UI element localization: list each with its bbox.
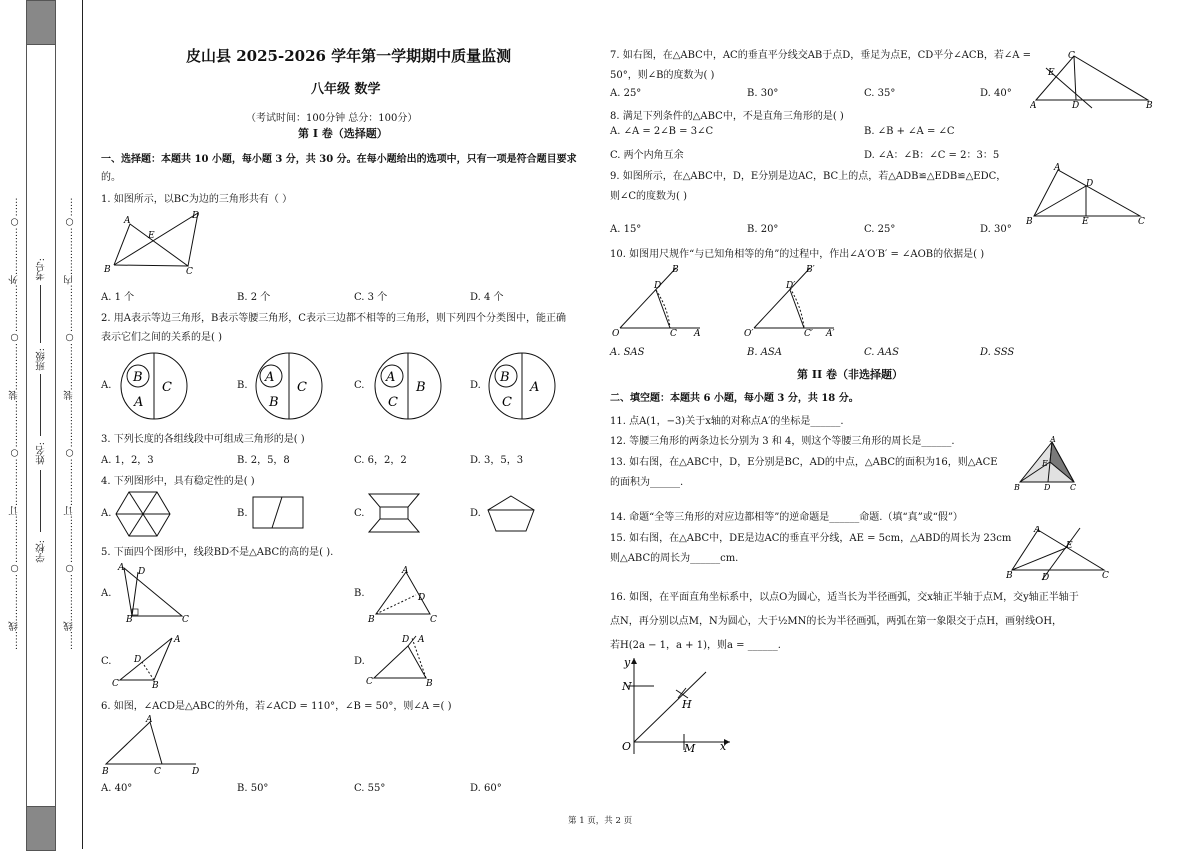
q2-option-a[interactable]: A. <box>101 380 112 391</box>
q2-option-d[interactable]: D. <box>470 380 481 391</box>
q4-option-a[interactable]: A. <box>101 508 112 519</box>
q13-stem-1: 13. 如右图，在△ABC中，D，E分别是BC，AD的中点，△ABC的面积为16，则△ACE <box>610 457 998 468</box>
q6-option-b[interactable]: B. 50° <box>237 783 269 794</box>
svg-text:C: C <box>112 679 119 688</box>
q2-stem-2: 表示它们之间的关系的是( ) <box>101 332 222 343</box>
binding-info-bar <box>26 44 56 808</box>
q2-diagram-c <box>372 350 444 422</box>
section1-heading: 一、选择题：本题共 10 小题，每小题 3 分，共 30 分。在每小题给出的选项中，只有一项是符合题目要求 <box>101 154 577 165</box>
q6-option-c[interactable]: C. 55° <box>354 783 386 794</box>
svg-text:C: C <box>1070 483 1077 492</box>
svg-text:C′: C′ <box>804 329 813 338</box>
svg-text:C: C <box>366 677 373 687</box>
svg-text:B: B <box>104 265 111 275</box>
q5-option-d[interactable]: D. <box>354 656 365 667</box>
binding-gray-bottom <box>26 806 56 851</box>
svg-text:O: O <box>622 740 632 753</box>
svg-text:D: D <box>1072 101 1080 110</box>
q2-stem-1: 2. 用A表示等边三角形，B表示等腰三角形，C表示三边都不相等的三角形，则下列四个分类图中，能正确 <box>101 313 566 324</box>
q2-diagram-a <box>118 350 190 422</box>
q10-option-a[interactable]: A. SAS <box>610 347 645 358</box>
q5-option-b[interactable]: B. <box>354 588 365 599</box>
exam-no-label: 考号: <box>36 258 47 281</box>
q16-stem-2: 点N，再分别以点M，N为圆心，大于½MN的长为半径画弧，两弧在第一象限交于点H，画射线OH， <box>610 616 1063 627</box>
q6-stem: 6. 如图，∠ACD是△ABC的外角，若∠ACD = 110°，∠B = 50°，则∠A =( ) <box>101 701 452 712</box>
svg-text:M: M <box>684 742 696 755</box>
svg-text:A: A <box>402 566 409 576</box>
svg-text:B: B <box>126 615 133 624</box>
svg-text:D: D <box>1086 179 1094 189</box>
q16-stem-1: 16. 如图，在平面直角坐标系中，以点O为圆心，适当长为半径画弧，交x轴正半轴于点M，交y轴正半轴于 <box>610 592 1079 603</box>
svg-text:A: A <box>124 216 131 226</box>
page-subtitle: 八年级 数学 <box>311 82 381 97</box>
q9-option-d[interactable]: D. 30° <box>980 224 1012 235</box>
svg-text:x: x <box>720 740 727 753</box>
svg-text:A: A <box>134 395 144 410</box>
q2-diagram-b <box>253 350 325 422</box>
q9-stem-2: 则∠C的度数为( ) <box>610 191 688 202</box>
svg-text:y: y <box>624 656 631 669</box>
part2-title: 第 II 卷（非选择题） <box>797 368 903 381</box>
svg-text:B: B <box>133 370 143 385</box>
svg-text:B: B <box>1006 571 1013 581</box>
svg-text:H: H <box>682 698 692 711</box>
svg-text:B: B <box>426 679 433 688</box>
svg-text:B′: B′ <box>806 265 815 275</box>
q4-pentagon <box>486 494 536 534</box>
q4-stem: 4. 下列图形中，具有稳定性的是( ) <box>101 476 255 487</box>
q13-figure <box>1012 436 1082 494</box>
q6-figure <box>100 714 200 776</box>
binding-margin <box>0 0 86 849</box>
q10-option-b[interactable]: B. ASA <box>747 347 782 358</box>
page-footer: 第 1 页，共 2 页 <box>568 816 633 826</box>
svg-text:D: D <box>1042 573 1050 582</box>
q14-stem: 14. 命题“全等三角形的对应边都相等”的逆命题是______命题.（填“真”或“假”） <box>610 512 963 523</box>
q4-option-d[interactable]: D. <box>470 508 481 519</box>
svg-text:C: C <box>670 329 677 338</box>
svg-text:A: A <box>1050 436 1056 444</box>
svg-text:A: A <box>694 329 701 338</box>
svg-text:D: D <box>138 567 146 577</box>
q7-option-c[interactable]: C. 35° <box>864 88 896 99</box>
svg-text:B: B <box>500 370 510 385</box>
school-label: 学校: <box>36 540 47 563</box>
svg-text:D: D <box>1044 483 1051 492</box>
svg-text:A: A <box>1030 101 1037 110</box>
q2-option-b[interactable]: B. <box>237 380 248 391</box>
q1-option-b[interactable]: B. 2 个 <box>237 292 271 303</box>
q7-stem-1: 7. 如右图，在△ABC中，AC的垂直平分线交AB于点D，垂足为点E，CD平分∠ACB，若∠A = <box>610 50 1032 61</box>
svg-text:D: D <box>134 655 142 665</box>
class-label: 班级: <box>36 348 47 371</box>
q10-figure-copy <box>744 262 844 338</box>
svg-text:C: C <box>1138 217 1145 226</box>
svg-text:O: O <box>612 329 620 338</box>
binding-gray-top <box>26 0 56 46</box>
q11-stem: 11. 点A(1，−3)关于x轴的对称点A′的坐标是______. <box>610 416 844 427</box>
q2-option-c[interactable]: C. <box>354 380 365 391</box>
q8-option-a[interactable]: A. ∠A = 2∠B = 3∠C <box>610 126 714 137</box>
svg-text:C: C <box>182 615 189 624</box>
svg-text:A: A <box>386 370 396 385</box>
svg-text:C: C <box>502 395 512 410</box>
q6-option-d[interactable]: D. 60° <box>470 783 502 794</box>
svg-text:A′: A′ <box>826 329 835 338</box>
q4-rectangle <box>252 496 304 530</box>
q8-option-b[interactable]: B. ∠B + ∠A = ∠C <box>864 126 955 137</box>
svg-text:C: C <box>162 380 172 395</box>
q16-coordinate-figure <box>614 654 738 756</box>
part1-title: 第 I 卷（选择题） <box>298 127 388 140</box>
svg-text:B: B <box>1014 483 1020 492</box>
svg-text:B: B <box>368 615 375 624</box>
svg-text:D: D <box>192 211 200 221</box>
svg-text:E: E <box>1042 459 1048 468</box>
svg-text:B: B <box>416 380 426 395</box>
svg-text:C: C <box>1102 571 1109 581</box>
svg-text:C: C <box>388 395 398 410</box>
svg-text:C: C <box>1068 51 1075 61</box>
q3-option-a[interactable]: A. 1，2，3 <box>101 455 154 466</box>
svg-text:O′: O′ <box>744 329 754 338</box>
q9-option-b[interactable]: B. 20° <box>747 224 779 235</box>
q15-figure <box>1006 526 1110 582</box>
q5-option-c[interactable]: C. <box>101 656 112 667</box>
q9-option-c[interactable]: C. 25° <box>864 224 896 235</box>
page-title: 皮山县 2025-2026 学年第一学期期中质量监测 <box>186 47 512 65</box>
name-label: 姓名: <box>36 442 47 465</box>
q3-option-c[interactable]: C. 6，2，2 <box>354 455 407 466</box>
q7-option-a[interactable]: A. 25° <box>610 88 642 99</box>
q10-stem: 10. 如图用尺规作“与已知角相等的角”的过程中，作出∠A′O′B′ = ∠AOB的依据是( ) <box>610 249 985 260</box>
q6-option-a[interactable]: A. 40° <box>101 783 133 794</box>
q9-figure <box>1026 160 1152 226</box>
svg-text:D: D <box>402 635 410 645</box>
exam-info: （考试时间：100分钟 总分：100分） <box>246 113 418 124</box>
q5-option-a[interactable]: A. <box>101 588 112 599</box>
svg-text:B: B <box>1026 217 1033 226</box>
svg-text:B: B <box>152 681 159 688</box>
q4-option-c[interactable]: C. <box>354 508 365 519</box>
q10-option-d[interactable]: D. SSS <box>980 347 1015 358</box>
q1-option-a[interactable]: A. 1 个 <box>101 292 135 303</box>
svg-text:B: B <box>1146 101 1153 110</box>
q8-stem: 8. 满足下列条件的△ABC中，不是直角三角形的是( ) <box>610 111 844 122</box>
q5-figure-b <box>366 566 440 624</box>
svg-text:D′: D′ <box>786 281 796 291</box>
q5-figure-d <box>366 632 446 688</box>
q3-option-b[interactable]: B. 2，5，8 <box>237 455 290 466</box>
q8-option-d[interactable]: D. ∠A：∠B：∠C = 2：3：5 <box>864 150 1000 161</box>
inner-seal-line: ……线……………○……………订……………○……………装……………○……………内……………○…… <box>64 197 75 651</box>
q10-option-c[interactable]: C. AAS <box>864 347 899 358</box>
q9-stem-1: 9. 如图所示，在△ABC中，D，E分别是边AC，BC上的点，若△ADB≌△EDB≌△EDC， <box>610 171 1007 182</box>
svg-text:A: A <box>265 370 275 385</box>
q1-figure <box>100 208 210 276</box>
q4-option-b[interactable]: B. <box>237 508 248 519</box>
q2-diagram-d <box>486 350 558 422</box>
q16-stem-3: 若H(2a − 1，a + 1)，则a = ______. <box>610 640 781 651</box>
q5-stem: 5. 下面四个图形中，线段BD不是△ABC的高的是( ). <box>101 547 334 558</box>
svg-text:C: C <box>154 767 161 776</box>
svg-text:A: A <box>174 635 181 645</box>
q8-option-c[interactable]: C. 两个内角互余 <box>610 150 684 161</box>
svg-text:E: E <box>1048 68 1055 78</box>
svg-text:D: D <box>192 767 200 776</box>
q15-stem-2: 则△ABC的周长为______cm. <box>610 553 739 564</box>
q9-option-a[interactable]: A. 15° <box>610 224 642 235</box>
svg-text:B: B <box>269 395 279 410</box>
svg-text:C: C <box>297 380 307 395</box>
svg-text:D: D <box>418 593 426 603</box>
q1-stem: 1. 如图所示，以BC为边的三角形共有（ ） <box>101 194 293 205</box>
q7-stem-2: 50°，则∠B的度数为( ) <box>610 70 715 81</box>
svg-text:C: C <box>430 615 437 624</box>
q3-stem: 3. 下列长度的各组线段中可组成三角形的是( ) <box>101 434 305 445</box>
q5-figure-a <box>112 560 194 624</box>
outer-seal-line: ……线……………○……………订……………○……………装……………○……………外……………○…… <box>9 197 20 651</box>
q12-stem: 12. 等腰三角形的两条边长分别为 3 和 4，则这个等腰三角形的周长是______. <box>610 436 955 447</box>
q3-option-d[interactable]: D. 3，5，3 <box>470 455 524 466</box>
svg-text:C: C <box>186 267 193 276</box>
svg-text:A: A <box>530 380 540 395</box>
q15-stem-1: 15. 如右图，在△ABC中，DE是边AC的垂直平分线，AE = 5cm，△ABD的周长为 23cm <box>610 533 1012 544</box>
svg-text:D: D <box>654 281 662 291</box>
svg-text:A: A <box>146 715 153 725</box>
q7-option-d[interactable]: D. 40° <box>980 88 1012 99</box>
section2-heading: 二、填空题：本题共 6 小题，每小题 3 分，共 18 分。 <box>610 393 859 404</box>
q4-hourglass <box>368 493 420 533</box>
svg-text:B: B <box>672 265 679 275</box>
svg-text:A: A <box>418 635 425 645</box>
q5-figure-c <box>112 632 192 688</box>
q7-figure <box>1030 48 1156 110</box>
svg-text:A: A <box>1034 526 1041 535</box>
q1-option-c[interactable]: C. 3 个 <box>354 292 388 303</box>
q4-hexagon <box>115 490 171 538</box>
svg-text:N: N <box>622 680 632 693</box>
svg-text:B: B <box>102 767 109 776</box>
svg-text:A: A <box>1054 163 1061 173</box>
svg-text:E: E <box>148 231 155 241</box>
q7-option-b[interactable]: B. 30° <box>747 88 779 99</box>
section1-heading-cont: 的。 <box>101 172 121 183</box>
svg-text:E: E <box>1066 541 1073 551</box>
q10-figure-original <box>610 262 710 338</box>
svg-text:E: E <box>1082 217 1089 226</box>
svg-text:A: A <box>118 563 125 573</box>
q1-option-d[interactable]: D. 4 个 <box>470 292 504 303</box>
q13-stem-2: 的面积为______. <box>610 477 684 488</box>
